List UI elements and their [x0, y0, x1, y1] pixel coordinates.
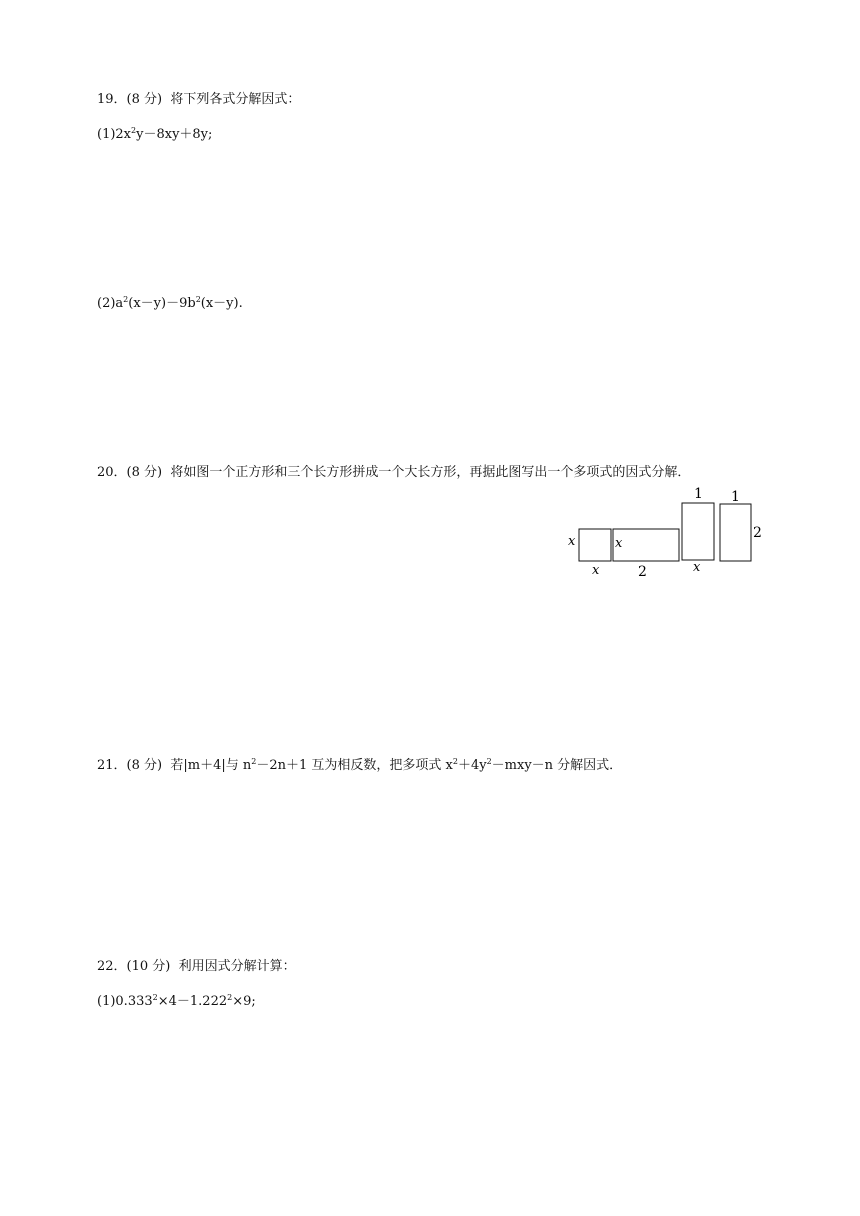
exponent: 2: [123, 295, 129, 304]
question-text: 若|m＋4|与 n: [170, 758, 252, 773]
question-text: －mxy－n 分解因式．: [491, 758, 623, 773]
exponent: 2: [152, 993, 158, 1002]
square-shape: [579, 529, 611, 561]
expression-text: (x－y)－9b: [128, 296, 196, 311]
tall-rectangle-1-bottom-label: x: [693, 560, 701, 575]
tall-rectangle-2-top-label: 1: [731, 489, 740, 505]
tall-rectangle-1-shape: [682, 503, 714, 560]
question-text: ＋4y: [457, 758, 487, 773]
question-number: 20．: [97, 465, 127, 480]
question-19-part-1: [97, 127, 212, 143]
exponent: 2: [227, 993, 233, 1002]
expression-text: ×4－1.222: [157, 994, 228, 1009]
question-19-header: [97, 92, 300, 108]
expression-text: (x－y).: [200, 296, 243, 311]
question-points: (8 分): [126, 465, 163, 480]
question-points: (8 分): [126, 92, 163, 107]
expression-text: (1)0.333: [97, 994, 153, 1009]
question-20-header: [97, 465, 690, 481]
question-number: 21．: [97, 758, 127, 773]
question-21-header: [97, 758, 622, 774]
expression-text: y－8xy＋8y;: [136, 127, 213, 142]
question-prompt: 将下列各式分解因式：: [170, 92, 301, 107]
tall-rectangle-2-side-label: 2: [753, 525, 762, 541]
wide-rectangle-bottom-label: 2: [638, 564, 647, 580]
expression-text: (1)2x: [97, 127, 132, 142]
question-19-part-2: [97, 296, 243, 312]
question-22-header: [97, 959, 296, 975]
question-points: (8 分): [126, 758, 163, 773]
tall-rectangle-2-shape: [720, 504, 751, 561]
expression-text: (2)a: [97, 296, 124, 311]
exponent: 2: [251, 757, 257, 766]
exponent: 2: [486, 757, 492, 766]
exponent: 2: [195, 295, 201, 304]
square-bottom-label: x: [592, 563, 600, 578]
expression-text: ×9;: [232, 994, 256, 1009]
exponent: 2: [131, 126, 137, 135]
question-prompt: 将如图一个正方形和三个长方形拼成一个大长方形，再据此图写出一个多项式的因式分解．: [170, 465, 691, 480]
wide-rectangle-side-label: x: [615, 536, 623, 551]
rectangles-diagram: [560, 482, 770, 582]
question-prompt: 利用因式分解计算：: [178, 959, 296, 974]
wide-rectangle-shape: [613, 529, 679, 561]
tall-rectangle-1-top-label: 1: [694, 486, 703, 502]
exponent: 2: [452, 757, 458, 766]
question-22-part-1: [97, 994, 256, 1010]
square-side-label: x: [568, 534, 576, 549]
question-points: (10 分): [126, 959, 171, 974]
question-number: 22．: [97, 959, 127, 974]
question-number: 19．: [97, 92, 127, 107]
question-text: －2n＋1 互为相反数，把多项式 x: [256, 758, 453, 773]
rectangles-figure: [560, 482, 770, 582]
